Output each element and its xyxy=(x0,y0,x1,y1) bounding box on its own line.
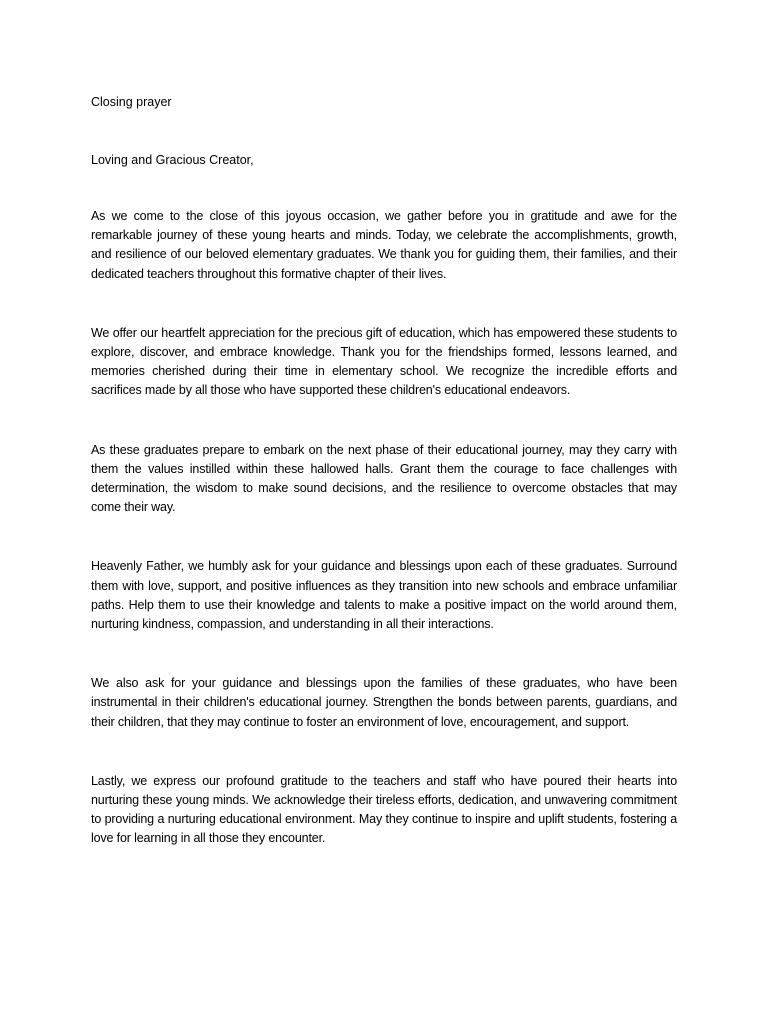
paragraph-5: We also ask for your guidance and blessings upon the families of these graduates, who have been instrumental in their children's educational journey. Strengthen the bonds between parents, guardians, and their children, that they may continue to foster an environment of love, encouragement, and support. xyxy=(91,676,677,729)
paragraph-6: Lastly, we express our profound gratitude to the teachers and staff who have poured their hearts into nurturing these young minds. We acknowledge their tireless efforts, dedication, and unwavering commitment to providing a nurturing educational environment. May they continue to inspire and uplift students, fostering a love for learning in all those they encounter. xyxy=(91,773,677,846)
paragraph-1: As we come to the close of this joyous occasion, we gather before you in gratitude and awe for the remarkable journey of these young hearts and minds. Today, we celebrate the accomplishments, growth, and resilience of our beloved elementary graduates. We thank you for guiding them, their families, and their dedicated teachers throughout this formative chapter of their lives. xyxy=(91,209,677,281)
document-title: Closing prayer xyxy=(91,95,172,109)
paragraph-3: As these graduates prepare to embark on the next phase of their educational journey, may they carry with them the values instilled within these hallowed halls. Grant them the courage to face challenges with determination, the wisdom to make sound decisions, and the resilience to overcome obstacles that may come their way. xyxy=(91,442,677,515)
paragraph-4: Heavenly Father, we humbly ask for your guidance and blessings upon each of these graduates. Surround them with love, support, and positive influences as they transition into new schools and embrace unfamiliar paths. Help them to use their knowledge and talents to make a positive impact on the world around them, nurturing kindness, compassion, and understanding in all their interactions. xyxy=(91,559,677,632)
paragraph-2: We offer our heartfelt appreciation for the precious gift of education, which has empowered these students to explore, discover, and embrace knowledge. Thank you for the friendships formed, lessons learned, and memories cherished during their time in elementary school. We recognize the incredible efforts and sacrifices made by all those who have supported these children's educational endeavors. xyxy=(91,325,677,398)
salutation: Loving and Gracious Creator, xyxy=(91,153,254,167)
